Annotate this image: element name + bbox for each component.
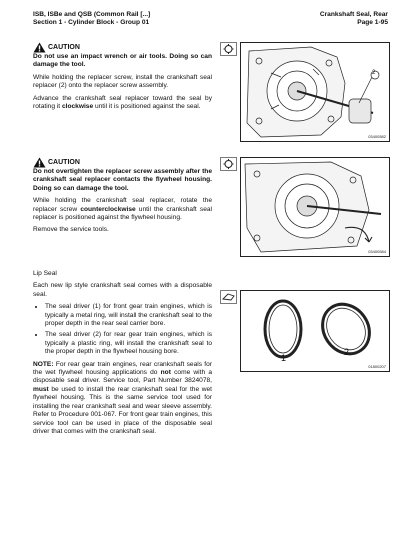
warning-triangle-icon — [33, 157, 46, 168]
procedure-title: Crankshaft Seal, Rear — [319, 11, 388, 18]
seal-drivers-illustration — [241, 291, 389, 371]
engine-illustration — [241, 158, 389, 256]
text-run: until it is positioned against the seal. — [93, 103, 201, 111]
paragraph — [33, 95, 212, 112]
text-run: While holding the crankshaft seal replacer, rotate the replacer screw — [33, 197, 212, 213]
list-item: • The seal driver (2) for rear gear train engines, which is typically a plastic ring, will install the crankshaft seal to the proper depth in the flywheel housing bore. — [45, 331, 212, 356]
text-run: until the crankshaft seal replacer is positioned against the flywheel housing. — [33, 205, 212, 222]
note-label: NOTE: — [33, 360, 54, 368]
tool-wrench-icon — [220, 157, 237, 171]
callout-number: 2 — [344, 347, 350, 357]
callout-number: 1 — [281, 353, 287, 363]
figure-id: 03400584 — [368, 249, 386, 254]
engine-illustration — [241, 43, 389, 141]
caution-heading — [33, 157, 212, 168]
emphasis: not — [160, 369, 171, 377]
step-3-text — [33, 270, 212, 440]
emphasis: must — [33, 385, 49, 393]
figure-lip-seal-drivers — [240, 290, 390, 372]
figure-id: 01800207 — [368, 364, 386, 369]
doc-header-right — [320, 11, 388, 28]
caution-text: Do not use an impact wrench or air tools. Doing so can damage the tool. — [33, 53, 212, 69]
text-run: come with a disposable seal driver. Service tool, Part Number 3824078, — [33, 369, 213, 385]
inspect-hand-icon — [220, 290, 237, 304]
figure-replacer-screw-rotate — [240, 157, 390, 257]
caution-heading — [33, 42, 212, 53]
list-item: • The seal driver (1) for front gear train engines, which is typically a metal ring, will install the crankshaft seal to the proper depth in the rear seal carrier bore. — [45, 303, 212, 328]
callout-number: 2 — [372, 70, 376, 76]
emphasis: counterclockwise — [80, 205, 136, 213]
figure-seal-replacer-install — [240, 42, 390, 142]
caution-label: CAUTION — [48, 44, 80, 51]
figure-id: 03400582 — [368, 134, 386, 139]
manual-title: ISB, ISBe and QSB (Common Rail [...] — [33, 11, 151, 18]
step-2-text — [33, 157, 212, 239]
note-paragraph — [33, 361, 212, 437]
text-run: be used to install the rear crankshaft seal for the wet flywheel housing. This is the same service tool used for installing the rear crankshaft seal and wear sleeve assembly. Refer to Procedure 001-067. For front gear train engines, this service tool can be used in place of the disposable seal driver that comes with the crankshaft seal. — [33, 385, 212, 435]
tool-wrench-icon — [220, 42, 237, 56]
bullet-list — [33, 303, 212, 356]
text-run: For rear gear train engines, rear crankshaft seals for the wet flywheel housing applications do — [33, 360, 212, 377]
step-1-text — [33, 42, 212, 115]
paragraph: Each new lip style crankshaft seal comes with a disposable seal. — [33, 282, 212, 298]
page-number: Page 1-95 — [357, 19, 388, 27]
doc-header-left — [33, 11, 150, 28]
emphasis: clockwise — [61, 103, 94, 111]
paragraph — [33, 197, 212, 222]
paragraph: While holding the replacer screw, install the crankshaft seal replacer (2) onto the replacer screw assembly. — [33, 73, 212, 90]
paragraph: Remove the service tools. — [33, 226, 109, 234]
section-title: Section 1 - Cylinder Block - Group 01 — [33, 19, 150, 27]
section-subtitle: Lip Seal — [33, 270, 57, 277]
caution-text: Do not overtighten the replacer screw assembly after the crankshaft seal replacer contacts the flywheel housing. Doing so can damage the tool. — [33, 168, 212, 192]
caution-label: CAUTION — [48, 159, 80, 166]
text-run: Advance the crankshaft seal replacer toward the seal by rotating it — [33, 94, 212, 111]
warning-triangle-icon — [33, 42, 46, 53]
